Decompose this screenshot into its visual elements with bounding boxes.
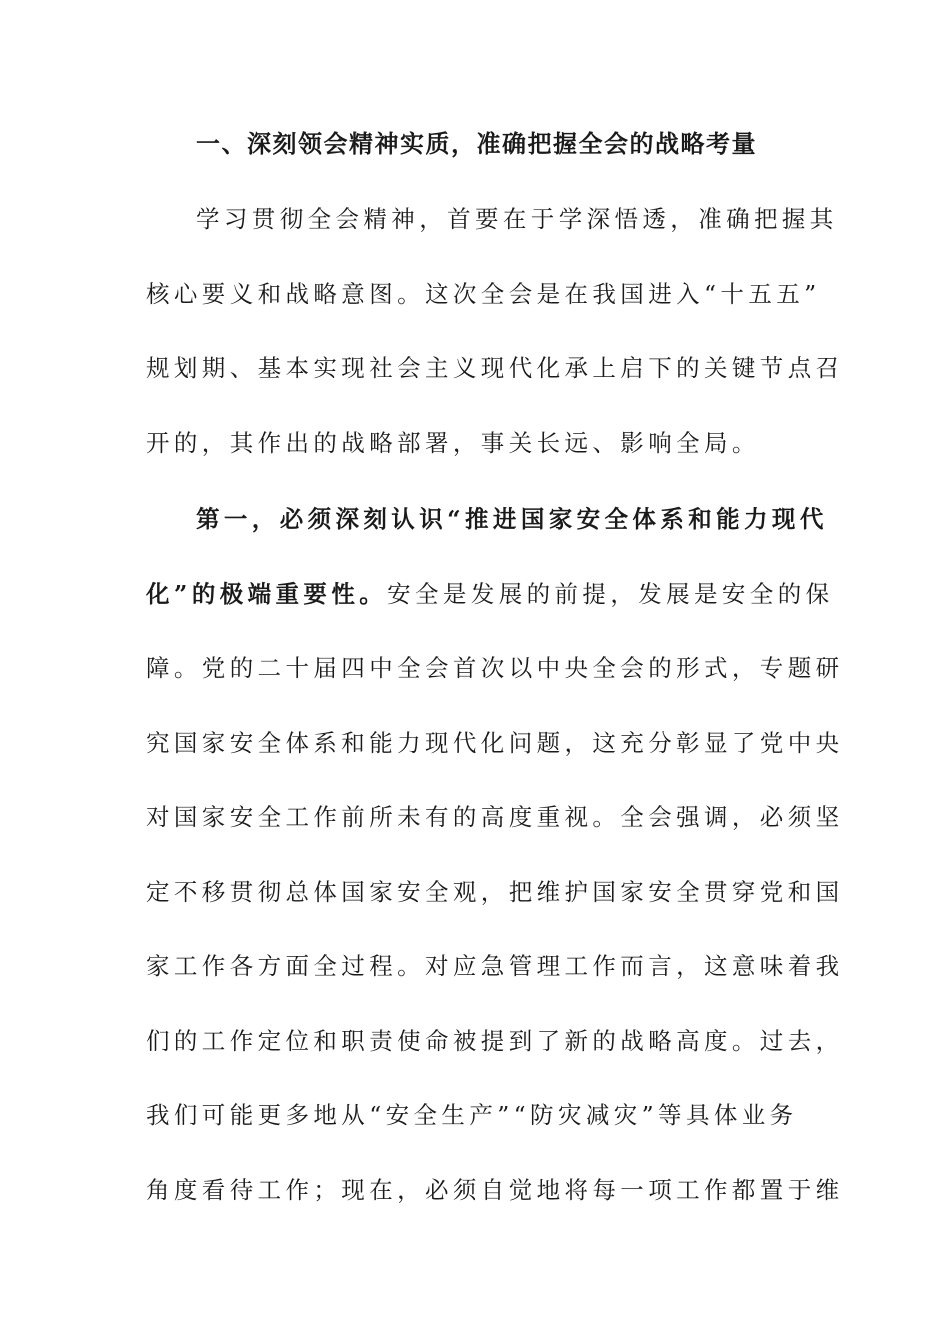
paragraph-1 (146, 182, 844, 480)
paragraph-line: 障。党的二十届四中全会首次以中央全会的形式，专题研 (146, 654, 844, 682)
paragraph-1-text (146, 182, 844, 480)
paragraph-line (146, 557, 834, 632)
paragraph-line: 家工作各方面全过程。对应急管理工作而言，这意味着我 (146, 952, 844, 980)
paragraph-2 (146, 482, 844, 1227)
section-heading-block (146, 124, 786, 164)
paragraph-line: 我们可能更多地从“安全生产”“防灾减灾”等具体业务 (146, 1101, 798, 1129)
paragraph-line: 究国家安全体系和能力现代化问题，这充分彰显了党中央 (146, 728, 844, 757)
paragraph-line: 定不移贯彻总体国家安全观，把维护国家安全贯穿党和国 (146, 877, 844, 906)
paragraph-line: 角度看待工作；现在，必须自觉地将每一项工作都置于维 (146, 1175, 844, 1204)
paragraph-line: 学习贯彻全会精神，首要在于学深悟透，准确把握其 (196, 205, 838, 233)
paragraph-2-text (146, 482, 844, 1227)
section-heading: 一、深刻领会精神实质，准确把握全会的战略考量 (196, 129, 757, 158)
paragraph-line-rest: 安全是发展的前提，发展是安全的保 (387, 579, 834, 608)
paragraph-bold-lead-end: 化”的极端重要性。 (146, 579, 388, 608)
paragraph-line: 对国家安全工作前所未有的高度重视。全会强调，必须坚 (146, 803, 844, 831)
paragraph-bold-lead: 第一，必须深刻认识“推进国家安全体系和能力现代 (196, 505, 828, 533)
paragraph-line: 开的，其作出的战略部署，事关长远、影响全局。 (146, 428, 760, 457)
paragraph-line: 规划期、基本实现社会主义现代化承上启下的关键节点召 (146, 354, 844, 382)
paragraph-line: 核心要义和战略意图。这次全会是在我国进入“十五五” (146, 279, 821, 308)
paragraph-line: 们的工作定位和职责使命被提到了新的战略高度。过去， (146, 1026, 844, 1055)
